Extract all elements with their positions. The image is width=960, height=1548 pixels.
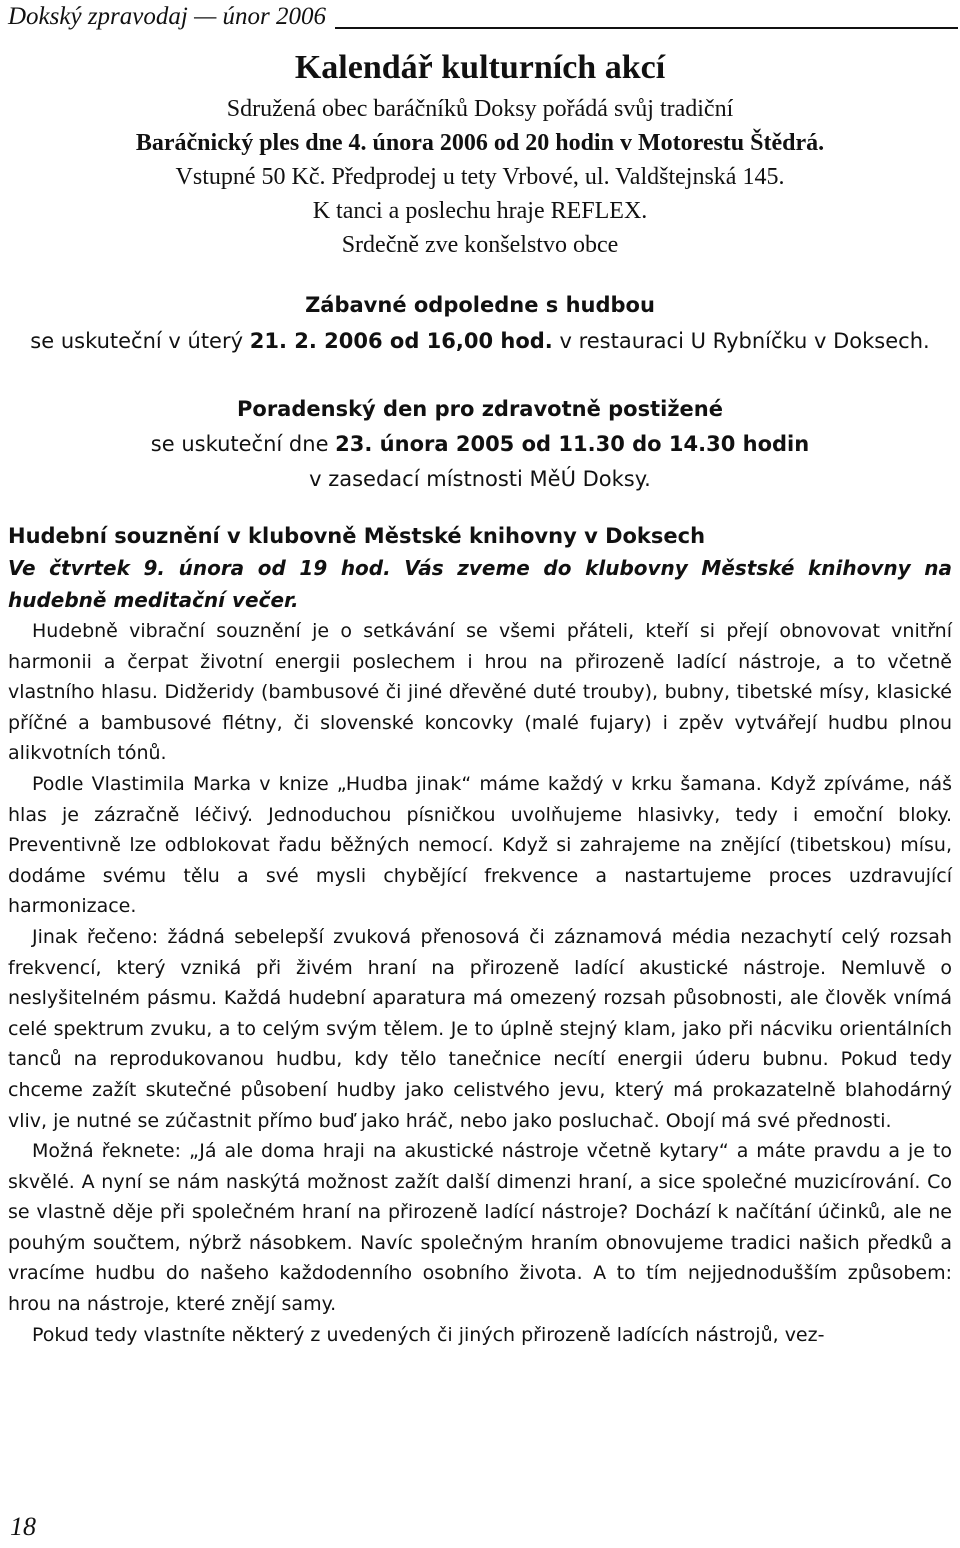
event-date: 21. 2. 2006 od 16,00 hod. <box>249 329 553 353</box>
event-heading: Zábavné odpoledne s hudbou <box>305 293 655 317</box>
event-odpoledne <box>0 287 960 359</box>
page-number: 18 <box>10 1512 36 1541</box>
event-date: 23. února 2005 od 11.30 do 14.30 hodin <box>335 432 810 456</box>
paragraph: Pokud tedy vlastníte některý z uvedených či jiných přirozeně ladících nástrojů, vez- <box>32 1323 825 1346</box>
event-location: v zasedací místnosti MěÚ Doksy. <box>309 467 651 491</box>
paragraph: Hudebně vibrační souznění je o setkávání se všemi přáteli, kteří si přejí obnovovat vnitřní harmonii a čerpat životní energii poslechem i hrou na přirozeně ladící nástroje, a to včetně vlastního hlasu. Didžeridy (bambusové či jiné dřevěné duté trouby), bubny, tibetské mísy, klasické příčné a bambusové flétny, či slovenské koncovky (malé fujary) i zpěv vytvářejí hudbu plnou alikvotních tónů. <box>8 620 952 765</box>
event-details <box>0 323 960 359</box>
article-body <box>8 616 952 1350</box>
header-rule <box>335 27 958 29</box>
paragraph: Podle Vlastimila Marka v knize „Hudba jinak“ máme každý v krku šamana. Když zpíváme, náš hlas je zázračně léčivý. Jednoduchou písničkou uvolňujeme hlasivky, tedy i emoční bloky. Preventivně lze odblokovat řadu běžných nemocí. Když si zahrajeme na znějící (tibetskou) mísu, dodáme svému tělu a své mysli chybějící frekvence a nastartujeme proces uzdravující harmonizace. <box>8 772 952 918</box>
event-line: Srdečně zve konšelstvo obce <box>341 232 619 258</box>
event-details-suffix: v restauraci U Rybníčku v Doksech. <box>552 329 930 353</box>
paragraph: Možná řeknete: „Já ale doma hraji na akustické nástroje včetně kytary“ a máte pravdu a je to skvělé. A nyní se nám naskýtá možnost zažít další dimenzi hraní, a sice společné muzicírování. Co se vlastně děje při společném hraní na přirozeně ladící nástroje? Dochází k načítání účinků, ale ne pouhým součtem, nýbrž násobkem. Navíc společným hraním obnovujeme tradici našich předků a vracíme hudbu do našeho každodenního osobního života. A to tím nejjednodušším způsobem: hrou na nástroje, které znějí samy. <box>8 1140 952 1316</box>
event-heading-souzneni: Hudební souznění v klubovně Městské knihovny v Doksech <box>8 524 706 548</box>
event-details <box>0 427 960 462</box>
event-line-bold: Baráčnický ples dne 4. února 2006 od 20 hodin v Motorestu Štědrá. <box>135 130 825 156</box>
event-ples <box>0 92 960 262</box>
event-line: K tanci a poslechu hraje REFLEX. <box>312 198 648 224</box>
running-header: Dokský zpravodaj — únor 2006 <box>8 3 327 30</box>
event-date-souzneni: Ve čtvrtek 9. února od 19 hod. Vás zveme do klubovny Městské knihovny na hudebně meditační večer. <box>8 556 952 612</box>
event-line: Sdružená obec baráčníků Doksy pořádá svůj tradiční <box>226 96 734 122</box>
event-line: Vstupné 50 Kč. Předprodej u tety Vrbové, ul. Valdštejnská 145. <box>175 164 785 190</box>
event-poradna <box>0 392 960 497</box>
page-title: Kalendář kulturních akcí <box>294 49 666 86</box>
event-heading: Poradenský den pro zdravotně postižené <box>237 397 723 421</box>
event-details-prefix: se uskuteční dne <box>150 432 336 456</box>
paragraph: Jinak řečeno: žádná sebelepší zvuková přenosová či záznamová média nezachytí celý rozsah frekvencí, který vzniká při živém hraní na přirozeně ladící akustické nástroje. Nemluvě o neslyšitelném pásmu. Každá hudební aparatura má omezený rozsah působnosti, ale člověk vnímá celé spektrum zvuku, a to celým svým tělem. Je to úplně stejný klam, jako při nácviku orientálních tanců na reprodukovanou hudbu, kdy tělo tanečnice necítí energii úderu bubnu. Pokud tedy chceme zažít skutečné působení hudby jako celistvého jevu, který má prokazatelně blahodárný vliv, je nutné se zúčastnit přímo buď jako hráč, nebo jako posluchač. Obojí má své přednosti. <box>8 925 952 1132</box>
event-details-prefix: se uskuteční v úterý <box>30 329 250 353</box>
